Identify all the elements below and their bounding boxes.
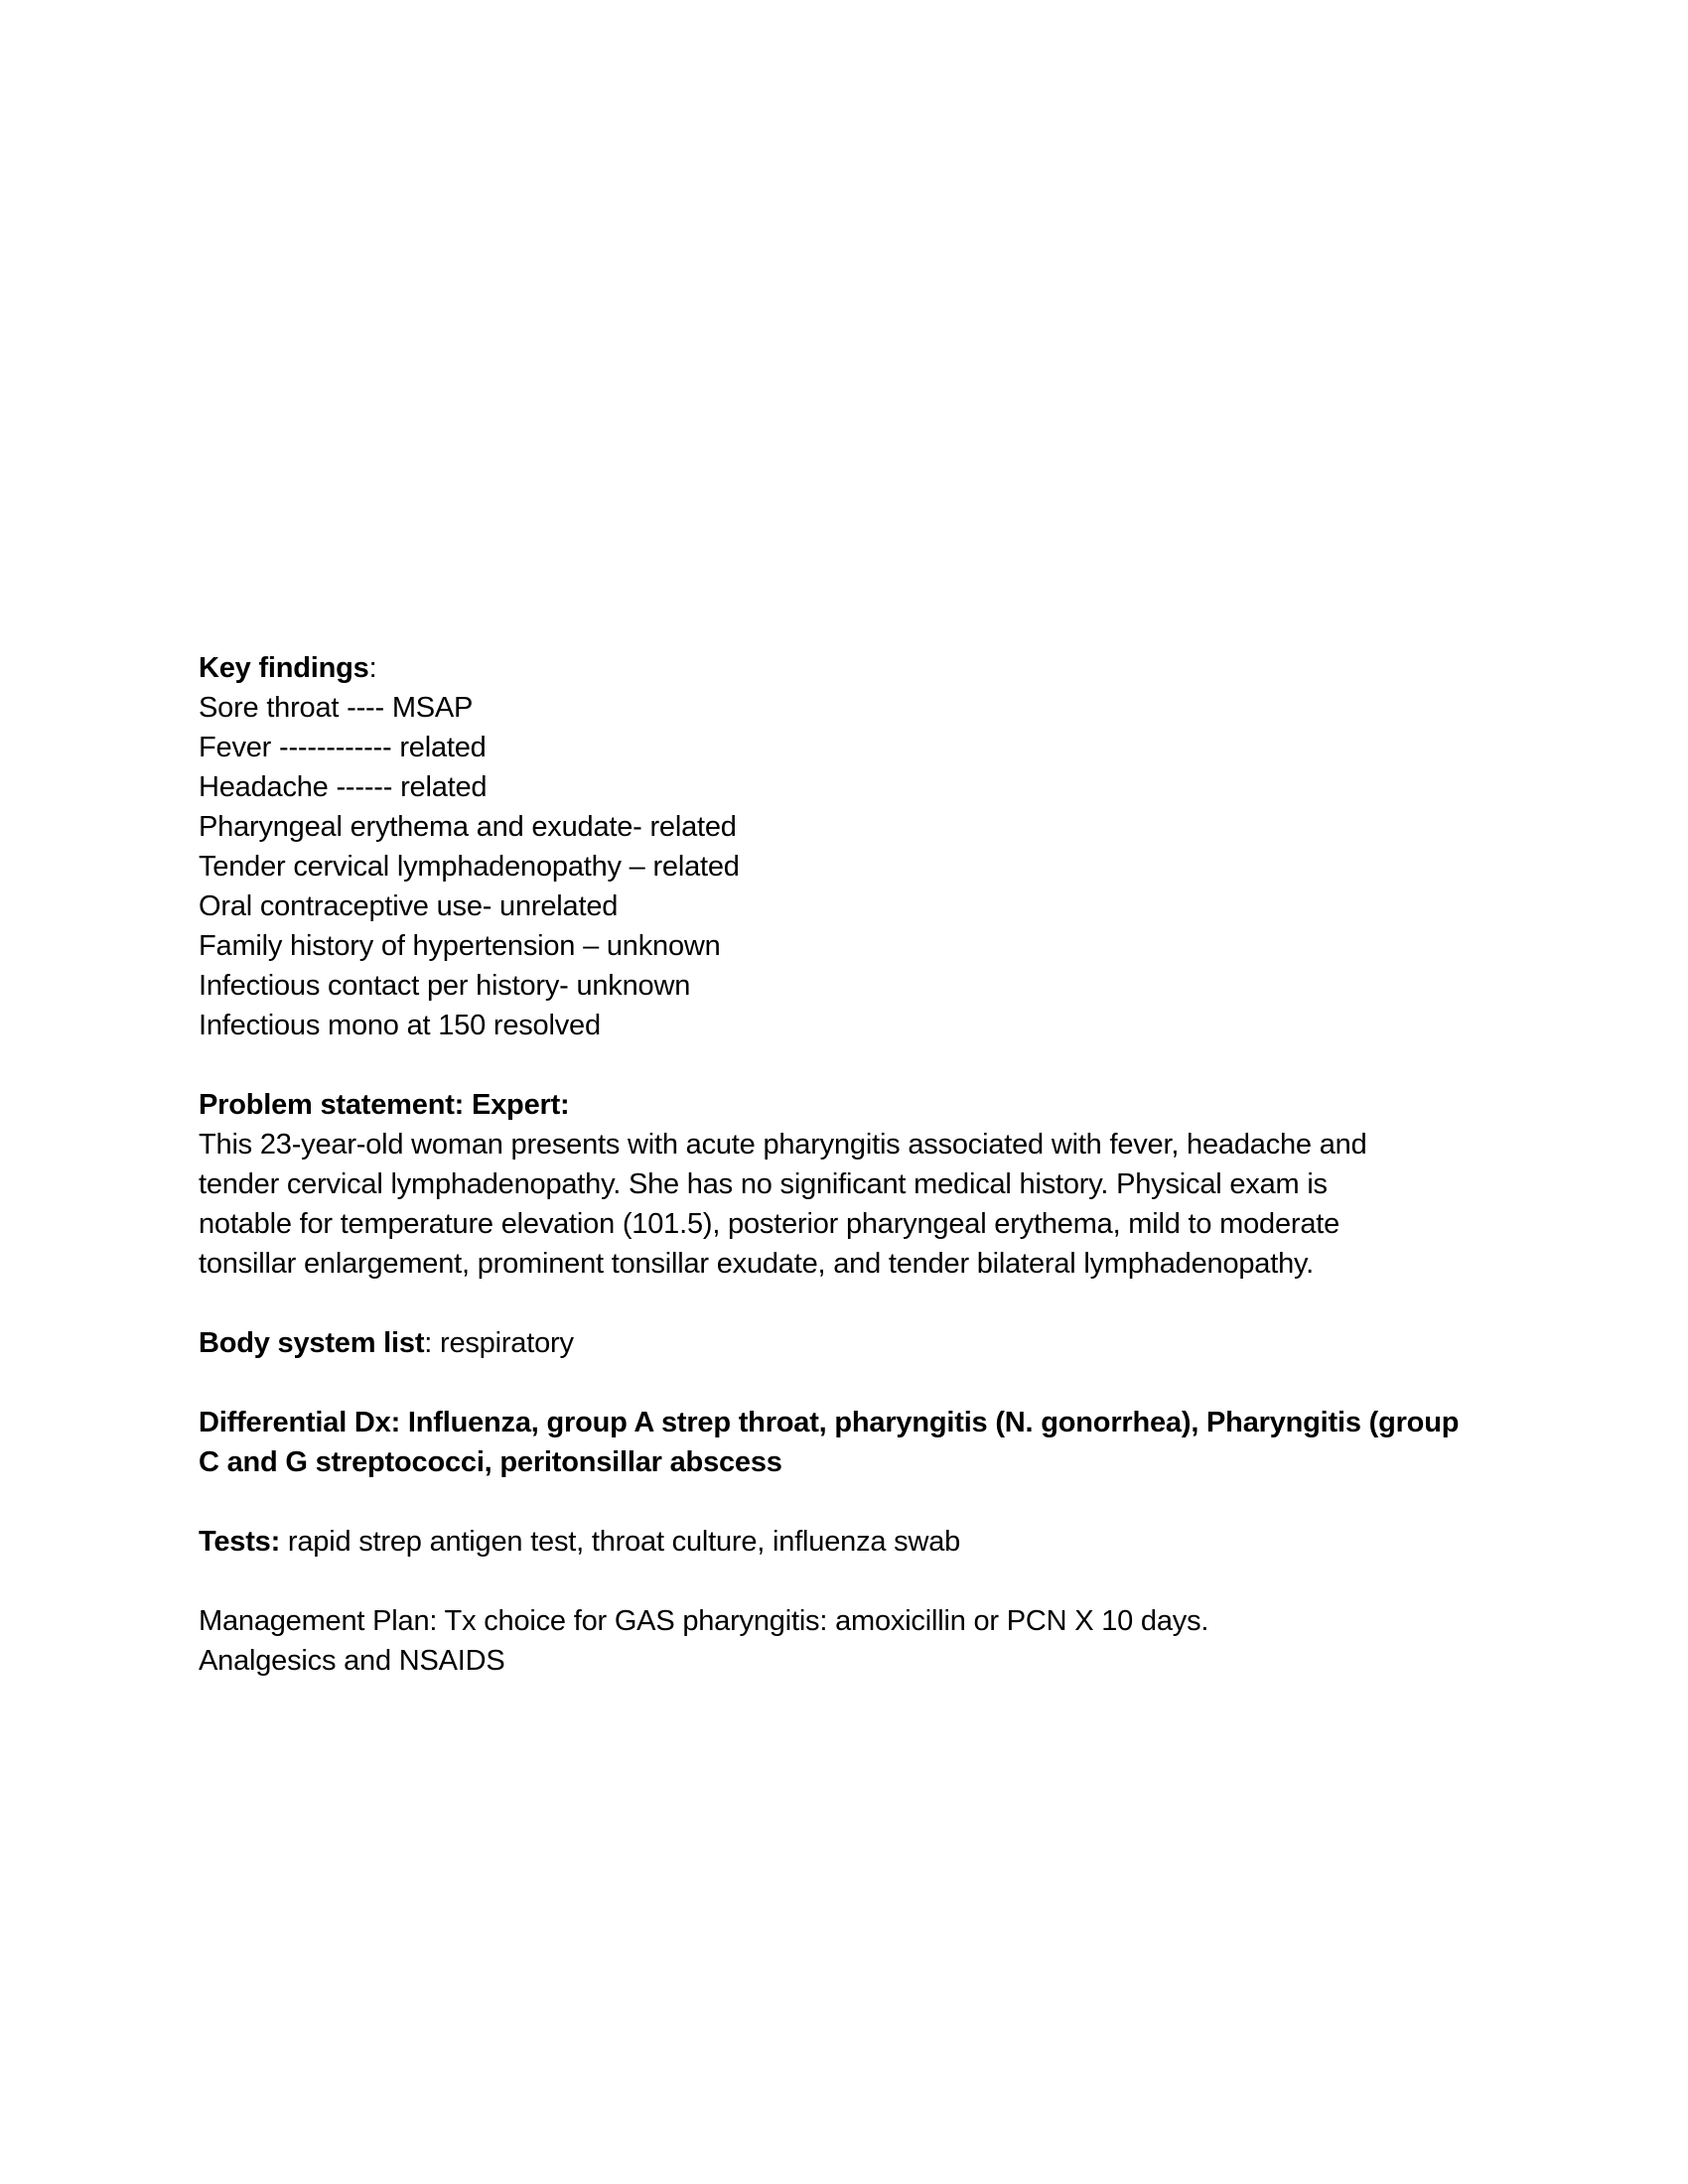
key-finding-item: Family history of hypertension – unknown bbox=[199, 930, 721, 962]
key-finding-item: Sore throat ---- MSAP bbox=[199, 692, 474, 724]
key-finding-item: Infectious mono at 150 resolved bbox=[199, 1010, 601, 1041]
key-findings-heading bbox=[199, 648, 1489, 688]
tests-label: Tests: bbox=[199, 1526, 281, 1558]
body-system-list-label: Body system list bbox=[199, 1327, 425, 1359]
management-plan-line: Management Plan: Tx choice for GAS pharyngitis: amoxicillin or PCN X 10 days. bbox=[199, 1605, 1209, 1637]
body-system-list-line bbox=[199, 1323, 1489, 1363]
section-tests bbox=[199, 1522, 1489, 1562]
section-problem-statement bbox=[199, 1085, 1489, 1284]
problem-statement-heading: Problem statement: Expert: bbox=[199, 1089, 570, 1121]
key-findings-heading-colon: : bbox=[368, 652, 377, 684]
key-finding-item: Fever ------------ related bbox=[199, 732, 487, 763]
section-body-system-list bbox=[199, 1323, 1489, 1363]
section-management-plan bbox=[199, 1601, 1489, 1681]
differential-dx-line: Differential Dx: Influenza, group A strep throat, pharyngitis (N. gonorrhea), Pharyngitis (group bbox=[199, 1407, 1460, 1438]
body-system-list-value: : respiratory bbox=[424, 1327, 574, 1359]
document-content bbox=[199, 648, 1489, 1681]
key-finding-item: Infectious contact per history- unknown bbox=[199, 970, 691, 1002]
problem-statement-line: tender cervical lymphadenopathy. She has no significant medical history. Physical exam is bbox=[199, 1168, 1328, 1200]
key-findings-heading-bold: Key findings bbox=[199, 652, 369, 684]
tests-line bbox=[199, 1522, 1489, 1562]
key-finding-item: Oral contraceptive use- unrelated bbox=[199, 890, 619, 922]
key-finding-item: Headache ------ related bbox=[199, 771, 488, 803]
section-differential-dx bbox=[199, 1403, 1489, 1482]
problem-statement-line: tonsillar enlargement, prominent tonsillar exudate, and tender bilateral lymphadenopathy. bbox=[199, 1248, 1315, 1280]
differential-dx-line: C and G streptococci, peritonsillar abscess bbox=[199, 1446, 782, 1478]
tests-value: rapid strep antigen test, throat culture, influenza swab bbox=[280, 1526, 961, 1558]
key-finding-item: Pharyngeal erythema and exudate- related bbox=[199, 811, 737, 843]
key-finding-item: Tender cervical lymphadenopathy – related bbox=[199, 851, 740, 883]
section-key-findings bbox=[199, 648, 1489, 1045]
problem-statement-line: notable for temperature elevation (101.5), posterior pharyngeal erythema, mild to moderate bbox=[199, 1208, 1340, 1240]
management-plan-line: Analgesics and NSAIDS bbox=[199, 1645, 505, 1677]
problem-statement-line: This 23-year-old woman presents with acute pharyngitis associated with fever, headache and bbox=[199, 1129, 1367, 1160]
